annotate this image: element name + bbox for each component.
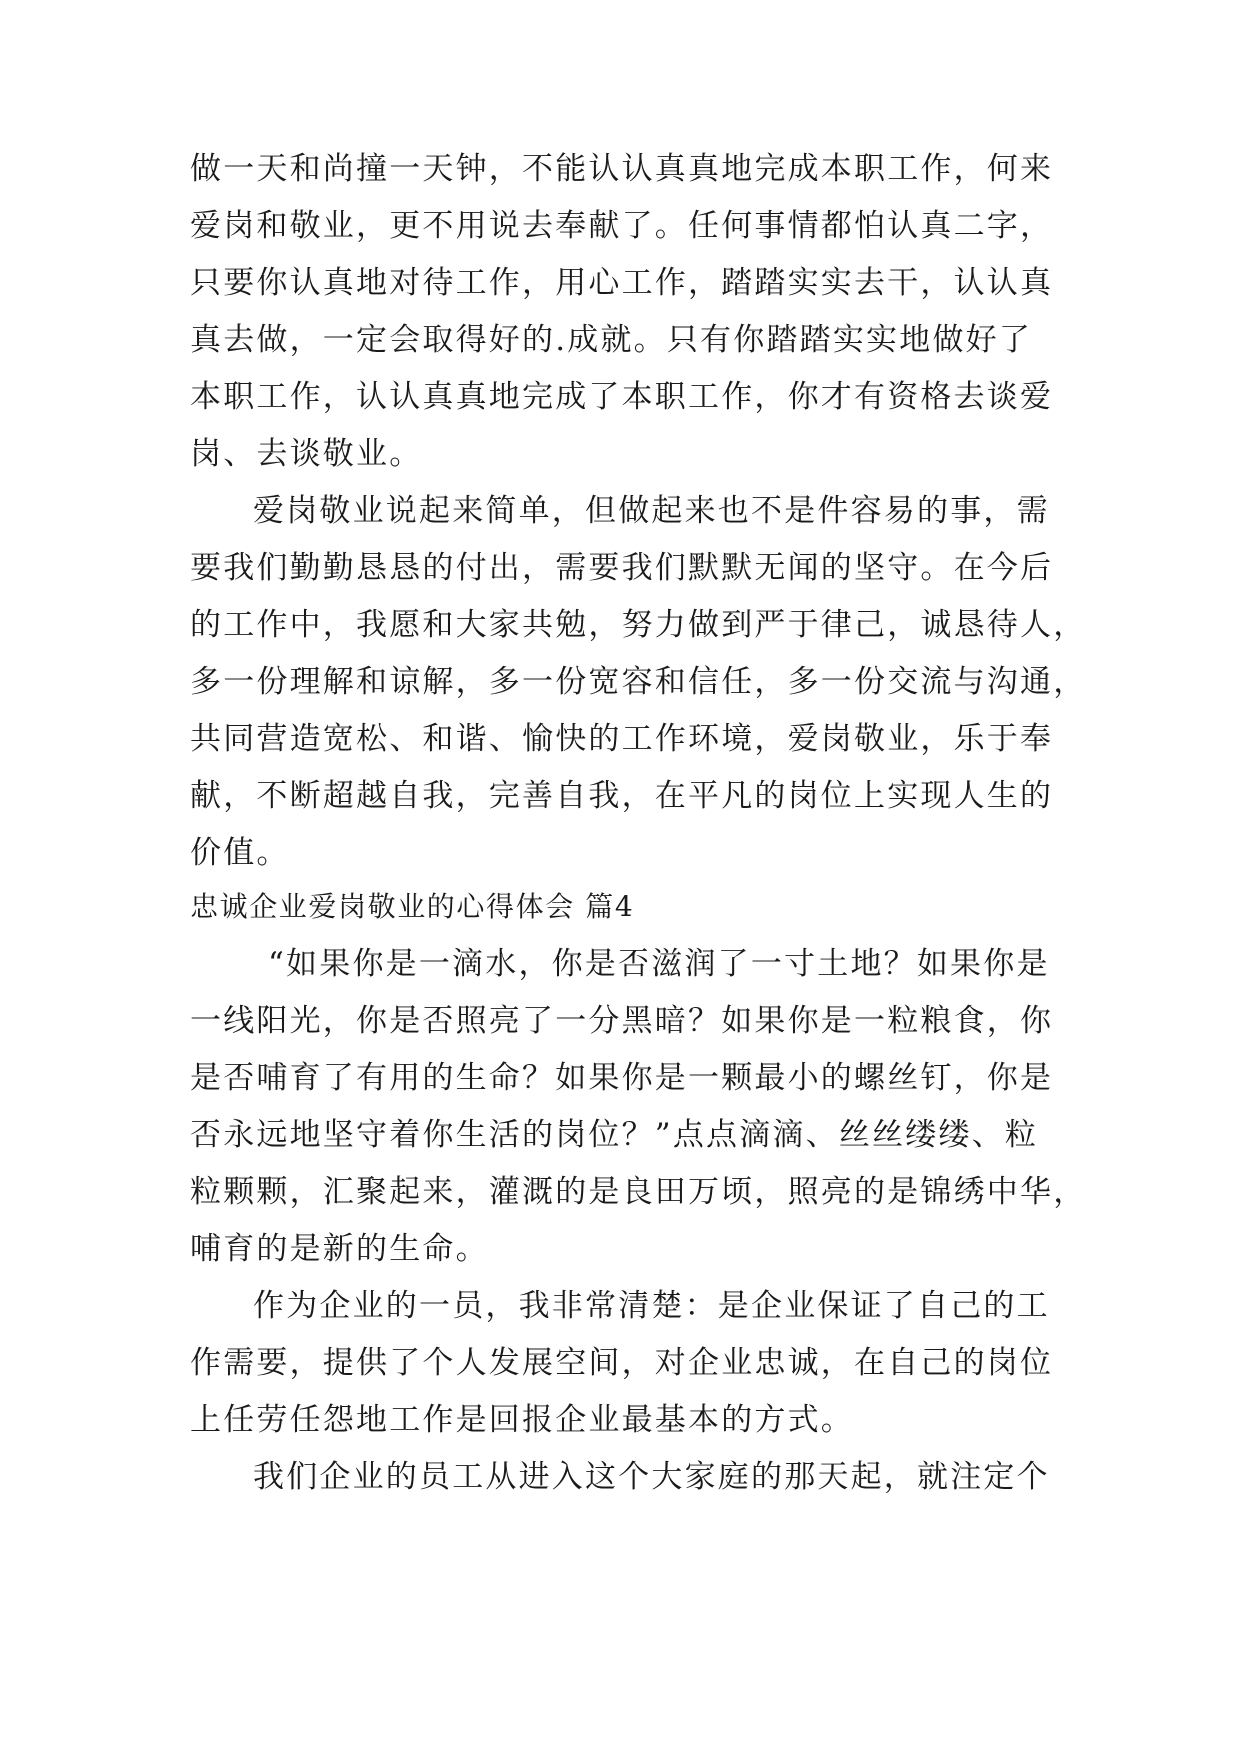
paragraph-line: 哺育的是新的生命。 [190,1231,489,1267]
paragraph-line: 一线阳光，你是否照亮了一分黑暗？如果你是一粒粮食，你 [190,1003,1054,1039]
paragraph-line: 岗、去谈敬业。 [190,436,423,472]
paragraph-line: 价值。 [190,835,290,871]
paragraph-line: 做一天和尚撞一天钟，不能认认真真地完成本职工作，何来 [190,151,1054,187]
paragraph-line: 上任劳任怨地工作是回报企业最基本的方式。 [190,1402,854,1438]
paragraph-line: 只要你认真地对待工作，用心工作，踏踏实实去干，认认真 [190,265,1054,301]
paragraph-line: 真去做，一定会取得好的.成就。只有你踏踏实实地做好了 [190,322,1033,358]
paragraph-line: 多一份理解和谅解，多一份宽容和信任，多一份交流与沟通， [190,664,1087,700]
paragraph-line: 否永远地坚守着你生活的岗位？”点点滴滴、丝丝缕缕、粒 [190,1117,1039,1153]
paragraph-line: 作需要，提供了个人发展空间，对企业忠诚，在自己的岗位 [190,1345,1054,1381]
paragraph-line: 爱岗和敬业，更不用说去奉献了。任何事情都怕认真二字， [190,208,1054,244]
paragraph-line: 是否哺育了有用的生命？如果你是一颗最小的螺丝钉，你是 [190,1060,1054,1096]
section-heading: 忠诚企业爱岗敬业的心得体会 篇4 [190,890,635,923]
paragraph-line: 共同营造宽松、和谐、愉快的工作环境，爱岗敬业，乐于奉 [190,721,1054,757]
paragraph-line: 的工作中，我愿和大家共勉，努力做到严于律己，诚恳待人， [190,607,1087,643]
paragraph-line: 粒颗颗，汇聚起来，灌溉的是良田万顷，照亮的是锦绣中华， [190,1174,1087,1210]
paragraph-line: 要我们勤勤恳恳的付出，需要我们默默无闻的坚守。在今后 [190,550,1054,586]
paragraph-line: 本职工作，认认真真地完成了本职工作，你才有资格去谈爱 [190,379,1054,415]
paragraph-line: 献，不断超越自我，完善自我，在平凡的岗位上实现人生的 [190,778,1054,814]
paragraph-line: 我们企业的员工从进入这个大家庭的那天起，就注定个 [253,1459,1050,1495]
paragraph-line: 作为企业的一员，我非常清楚：是企业保证了自己的工 [253,1288,1050,1324]
paragraph-line: 爱岗敬业说起来简单，但做起来也不是件容易的事，需 [253,493,1050,529]
paragraph-line: “如果你是一滴水，你是否滋润了一寸土地？如果你是 [268,946,1050,982]
